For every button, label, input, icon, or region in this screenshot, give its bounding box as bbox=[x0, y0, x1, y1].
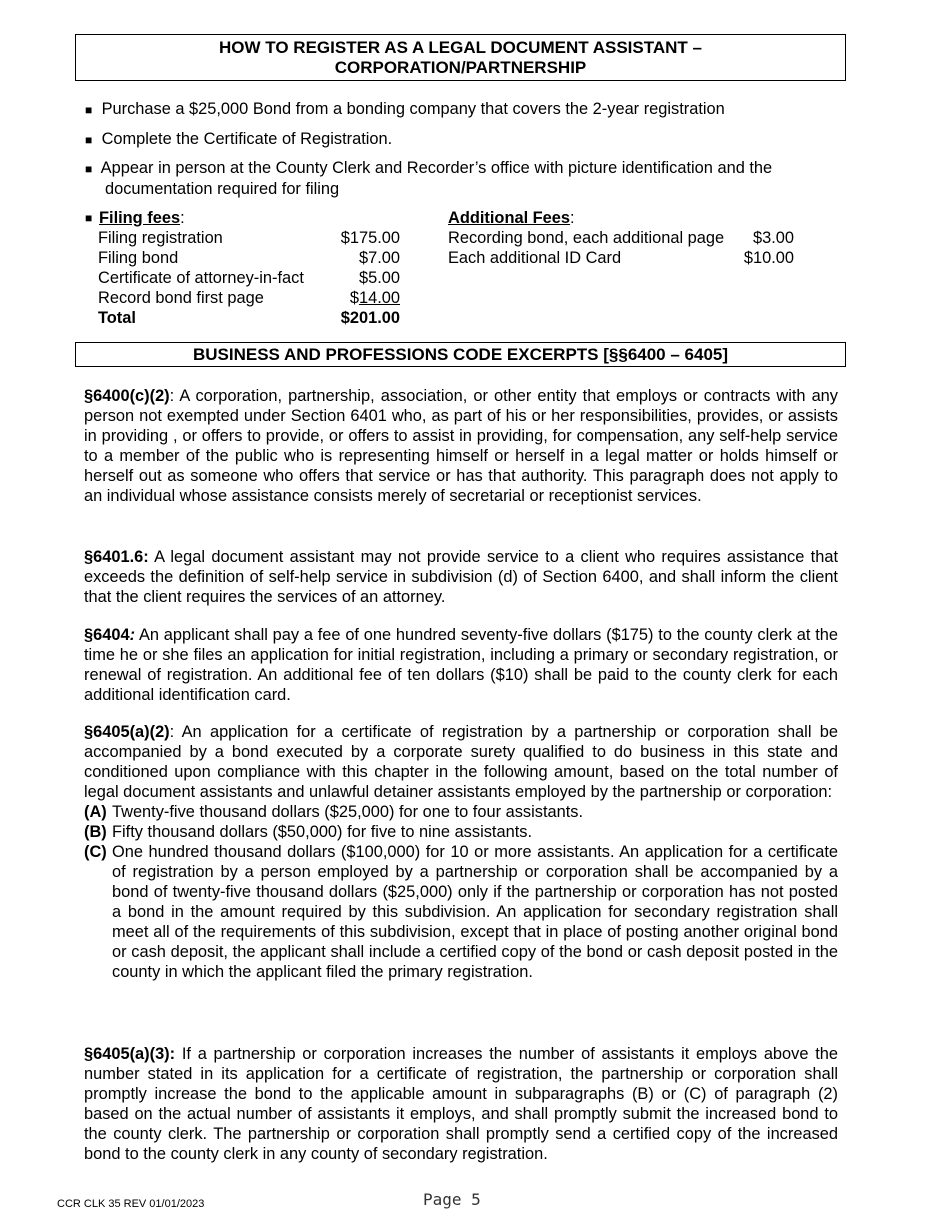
fee-amount: $3.00 bbox=[752, 229, 794, 247]
bullet-appear bbox=[85, 158, 845, 199]
bullet-text-continued: documentation required for filing bbox=[105, 180, 340, 198]
fee-label: Each additional ID Card bbox=[448, 249, 622, 267]
additional-fees-heading: Additional Fees bbox=[448, 209, 571, 227]
fee-label: Certificate of attorney-in-fact bbox=[98, 269, 304, 287]
fee-row bbox=[85, 228, 400, 248]
fee-label: Record bond first page bbox=[98, 289, 264, 307]
fee-amount: $5.00 bbox=[358, 269, 400, 287]
fee-amount: $175.00 bbox=[340, 229, 400, 247]
section-ref: §6404 bbox=[84, 626, 130, 644]
fee-label: Recording bond, each additional page bbox=[448, 229, 725, 247]
title-box bbox=[75, 34, 846, 81]
filing-fees-heading: Filing fees bbox=[99, 209, 181, 227]
fee-row bbox=[85, 248, 400, 268]
paragraph-text: : An application for a certificate of registration by a partnership or corporation shall be accompanied by a bond executed by a corporate surety qualified to do business in this state and conditioned upon compliance with this chapter in the following amount, based on the total number of legal document assistants and unlawful detainer assistants employed by the partnership or corporation: bbox=[84, 723, 838, 801]
bullet-text: Appear in person at the County Clerk and Recorder’s office with picture identification and the bbox=[100, 159, 773, 177]
section-ref: §6405(a)(2) bbox=[84, 723, 170, 741]
fee-label: Filing registration bbox=[98, 229, 223, 247]
page-number: Page 5 bbox=[423, 1190, 481, 1209]
fee-amount: $10.00 bbox=[743, 249, 794, 267]
paragraph-text: : A corporation, partnership, association, or other entity that employs or contracts with any person not exempted under Section 6401 who, as part of his or her responsibilities, provides, or assists in providing , or offers to provide, or offers to assist in providing, for compensation, any self-help service to a member of the public who is representing himself or herself in a legal matter or holds himself or herself out as someone who offers that service or has that authority. This paragraph does not apply to an individual whose assistance consists merely of secretarial or receptionist services. bbox=[84, 387, 838, 505]
paragraph-text: A legal document assistant may not provide service to a client who requires assistance that exceeds the definition of self-help service in subdivision (d) of Section 6400, and shall inform the client that the client requires the services of an attorney. bbox=[84, 548, 838, 606]
list-label: (B) bbox=[84, 823, 107, 841]
list-item bbox=[84, 802, 838, 822]
paragraph-6405-a-2 bbox=[84, 722, 838, 982]
list-label: (C) bbox=[84, 843, 107, 861]
bullet-square-icon: ■ bbox=[85, 103, 93, 117]
paragraph-6401-6 bbox=[84, 547, 838, 607]
fee-row bbox=[448, 248, 794, 268]
section-ref: §6405(a)(3): bbox=[84, 1045, 176, 1063]
section-ref: §6400(c)(2) bbox=[84, 387, 170, 405]
fee-total-amount: $201.00 bbox=[340, 309, 400, 327]
fee-amount: $7.00 bbox=[358, 249, 400, 267]
bullet-square-icon: ■ bbox=[85, 211, 93, 225]
list-text: Twenty-five thousand dollars ($25,000) for one to four assistants. bbox=[112, 803, 584, 821]
bullet-text: Purchase a $25,000 Bond from a bonding company that covers the 2-year registration bbox=[101, 100, 725, 118]
title-line-2: CORPORATION/PARTNERSHIP bbox=[334, 58, 587, 77]
bullet-text: Complete the Certificate of Registration. bbox=[101, 130, 393, 148]
fee-total-row bbox=[85, 308, 400, 328]
bullet-square-icon: ■ bbox=[85, 162, 93, 176]
list-item bbox=[84, 822, 838, 842]
paragraph-6405-a-3 bbox=[84, 1044, 838, 1164]
title-line-1: HOW TO REGISTER AS A LEGAL DOCUMENT ASSISTANT – bbox=[219, 38, 702, 57]
fee-amount-prefix: $ bbox=[349, 289, 359, 307]
list-label: (A) bbox=[84, 803, 107, 821]
bullet-certificate bbox=[85, 129, 845, 150]
bullet-bond bbox=[85, 99, 845, 120]
bullet-square-icon: ■ bbox=[85, 133, 93, 147]
list-text: Fifty thousand dollars ($50,000) for five to nine assistants. bbox=[112, 823, 533, 841]
filing-fees-table: ■ Filing fees : Filing registration $175.00 Filing bond $7.00 Certificate of attorney-in-fact $5.00 Record bond first page $ 14.00 Total $201.00 bbox=[85, 209, 400, 327]
list-text: One hundred thousand dollars ($100,000) for 10 or more assistants. An application for a certificate of registration by a person employed by a partnership or corporation shall be accompanied by a bond of twenty-five thousand dollars ($25,000) only if the partnership or corporation has not posted a bond in the amount required by this subdivision. An application for secondary registration shall meet all of the requirements of this subdivision, except that in place of posting another original bond or cash deposit, the applicant shall include a certified copy of the bond or cash deposit posted in the county in which the applicant filed the primary registration. bbox=[112, 843, 838, 981]
section-ref: §6401.6: bbox=[84, 548, 149, 566]
paragraph-text: If a partnership or corporation increases the number of assistants it employs above the number stated in its application for a certificate of registration, the partnership or corporation shall promptly increase the bond to the applicable amount in subparagraphs (B) or (C) of paragraph (2) based on the actual number of assistants it employs, and shall promptly submit the increased bond to the county clerk. The partnership or corporation shall promptly send a certified copy of the increased bond to the county clerk in any county of secondary registration. bbox=[84, 1045, 838, 1163]
paragraph-text: An applicant shall pay a fee of one hundred seventy-five dollars ($175) to the county clerk at the time he or she files an application for initial registration, including a primary or secondary registration, or renewal of registration. An additional fee of ten dollars ($10) shall be paid to the county clerk for each additional identification card. bbox=[84, 626, 838, 704]
paragraph-6404: §6404: An applicant shall pay a fee of one hundred seventy-five dollars ($175) to the county clerk at the time he or she files an application for initial registration, including a primary or secondary registration, or renewal of registration. An additional fee of ten dollars ($10) shall be paid to the county clerk for each additional identification card. bbox=[84, 626, 838, 704]
fee-label: Filing bond bbox=[98, 249, 179, 267]
list-item bbox=[84, 842, 838, 982]
fee-amount: 14.00 bbox=[358, 289, 400, 307]
additional-fees-table: Additional Fees : Recording bond, each additional page $3.00 Each additional ID Card $10.00 bbox=[448, 209, 794, 267]
section-heading: BUSINESS AND PROFESSIONS CODE EXCERPTS [§§6400 – 6405] bbox=[75, 342, 846, 367]
form-code: CCR CLK 35 REV 01/01/2023 bbox=[57, 1198, 205, 1210]
fee-total-label: Total bbox=[98, 309, 136, 327]
fee-row bbox=[85, 268, 400, 288]
paragraph-6400 bbox=[84, 386, 838, 506]
fee-row bbox=[85, 288, 400, 308]
fee-row bbox=[448, 228, 794, 248]
